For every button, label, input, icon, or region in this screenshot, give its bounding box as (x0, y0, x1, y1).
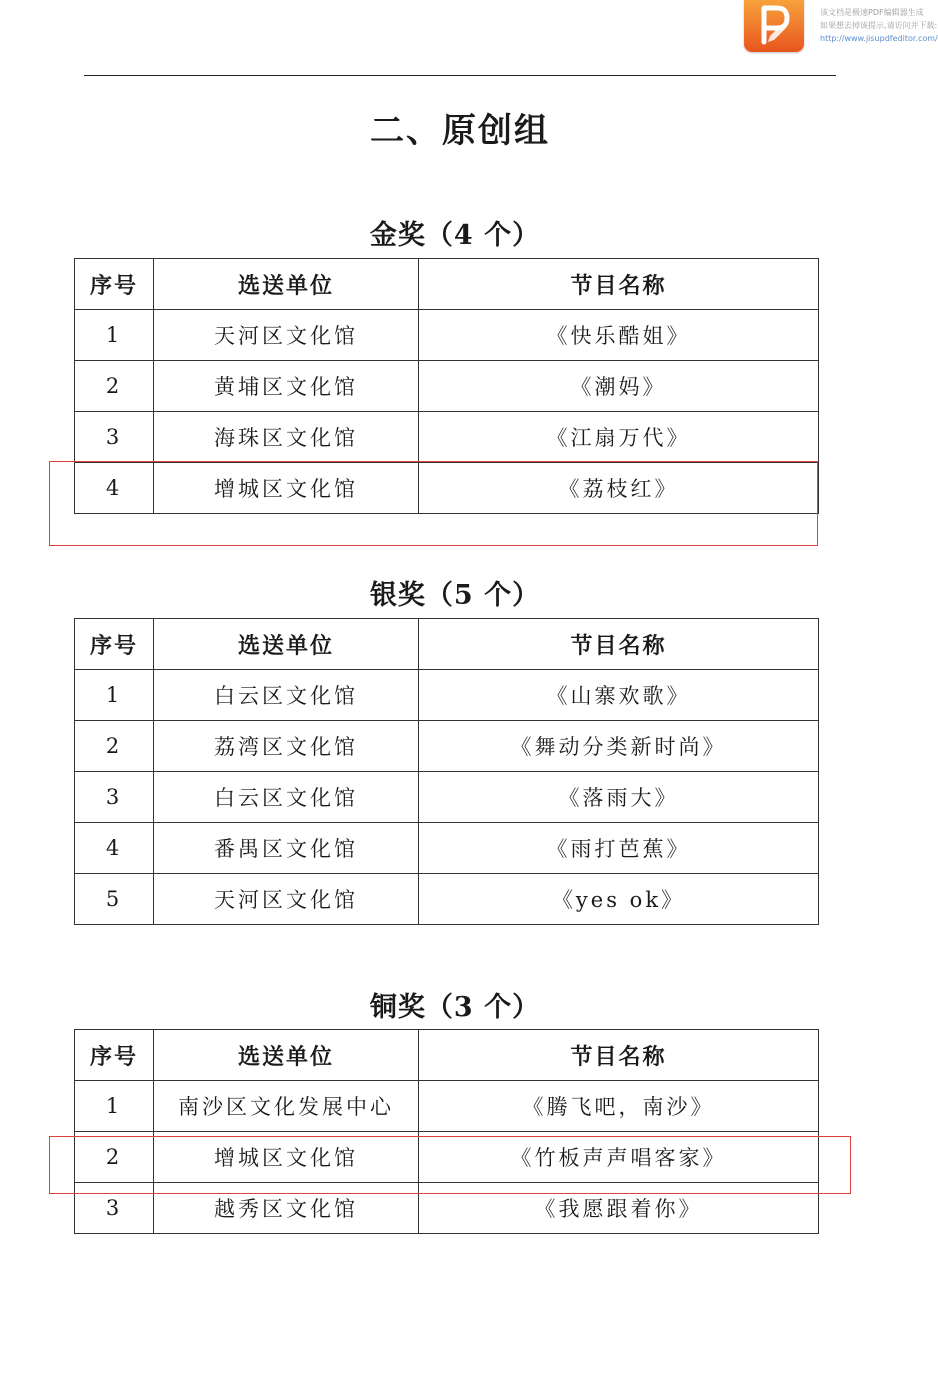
row-no: 1 (75, 670, 154, 721)
row-program: 《竹板声声唱客家》 (419, 1132, 819, 1183)
row-no: 3 (75, 412, 154, 463)
row-unit: 白云区文化馆 (154, 670, 419, 721)
row-unit: 越秀区文化馆 (154, 1183, 419, 1234)
row-program: 《腾飞吧，南沙》 (419, 1081, 819, 1132)
row-no: 2 (75, 1132, 154, 1183)
table-row (75, 1183, 819, 1234)
row-program: 《山寨欢歌》 (419, 670, 819, 721)
row-no: 5 (75, 874, 154, 925)
row-no: 1 (75, 310, 154, 361)
row-unit: 番禺区文化馆 (154, 823, 419, 874)
row-unit: 天河区文化馆 (154, 310, 419, 361)
table-row (75, 1081, 819, 1132)
row-program: 《我愿跟着你》 (419, 1183, 819, 1234)
row-program: 《江扇万代》 (419, 412, 819, 463)
header-program: 节目名称 (419, 619, 819, 670)
header-program: 节目名称 (419, 259, 819, 310)
gold-award-table (74, 258, 819, 514)
row-unit: 天河区文化馆 (154, 874, 419, 925)
table-row (75, 310, 819, 361)
silver-award-table (74, 618, 819, 925)
row-unit: 黄埔区文化馆 (154, 361, 419, 412)
watermark-line-2: 如果想去掉该提示,请访问并下载: (820, 21, 938, 30)
watermark-notice (820, 6, 938, 45)
table-header-row (75, 619, 819, 670)
row-program: 《快乐酷姐》 (419, 310, 819, 361)
row-program: 《荔枝红》 (419, 463, 819, 514)
page-title: 二、原创组 (370, 111, 550, 151)
row-program: 《潮妈》 (419, 361, 819, 412)
table-row (75, 874, 819, 925)
table-row (75, 823, 819, 874)
table-row (75, 1132, 819, 1183)
row-no: 3 (75, 772, 154, 823)
section-title-bronze: 铜奖（3 个） (369, 992, 541, 1023)
table-row (75, 412, 819, 463)
header-unit: 选送单位 (154, 619, 419, 670)
header-no: 序号 (75, 1030, 154, 1081)
row-unit: 增城区文化馆 (154, 463, 419, 514)
header-no: 序号 (75, 619, 154, 670)
row-no: 1 (75, 1081, 154, 1132)
row-program: 《雨打芭蕉》 (419, 823, 819, 874)
table-row (75, 361, 819, 412)
header-program: 节目名称 (419, 1030, 819, 1081)
header-rule (84, 75, 836, 76)
row-unit: 增城区文化馆 (154, 1132, 419, 1183)
row-program: 《落雨大》 (419, 772, 819, 823)
row-unit: 海珠区文化馆 (154, 412, 419, 463)
row-program: 《舞动分类新时尚》 (419, 721, 819, 772)
row-no: 3 (75, 1183, 154, 1234)
table-row (75, 463, 819, 514)
watermark-line-1: 该文档是极速PDF编辑器生成 (820, 8, 924, 17)
table-row (75, 772, 819, 823)
row-no: 2 (75, 721, 154, 772)
table-header-row (75, 259, 819, 310)
pen-p-icon (744, 0, 804, 52)
row-no: 2 (75, 361, 154, 412)
bronze-award-table (74, 1029, 819, 1234)
row-no: 4 (75, 463, 154, 514)
header-unit: 选送单位 (154, 259, 419, 310)
row-no: 4 (75, 823, 154, 874)
row-unit: 南沙区文化发展中心 (154, 1081, 419, 1132)
pdf-editor-logo (744, 0, 804, 52)
table-row (75, 721, 819, 772)
row-program: 《yes ok》 (419, 874, 819, 925)
row-unit: 荔湾区文化馆 (154, 721, 419, 772)
header-unit: 选送单位 (154, 1030, 419, 1081)
section-title-gold: 金奖（4 个） (369, 220, 541, 251)
section-title-silver: 银奖（5 个） (369, 580, 541, 611)
table-header-row (75, 1030, 819, 1081)
watermark-link[interactable]: http://www.jisupdfeditor.com/ (820, 34, 938, 43)
row-unit: 白云区文化馆 (154, 772, 419, 823)
table-row (75, 670, 819, 721)
header-no: 序号 (75, 259, 154, 310)
